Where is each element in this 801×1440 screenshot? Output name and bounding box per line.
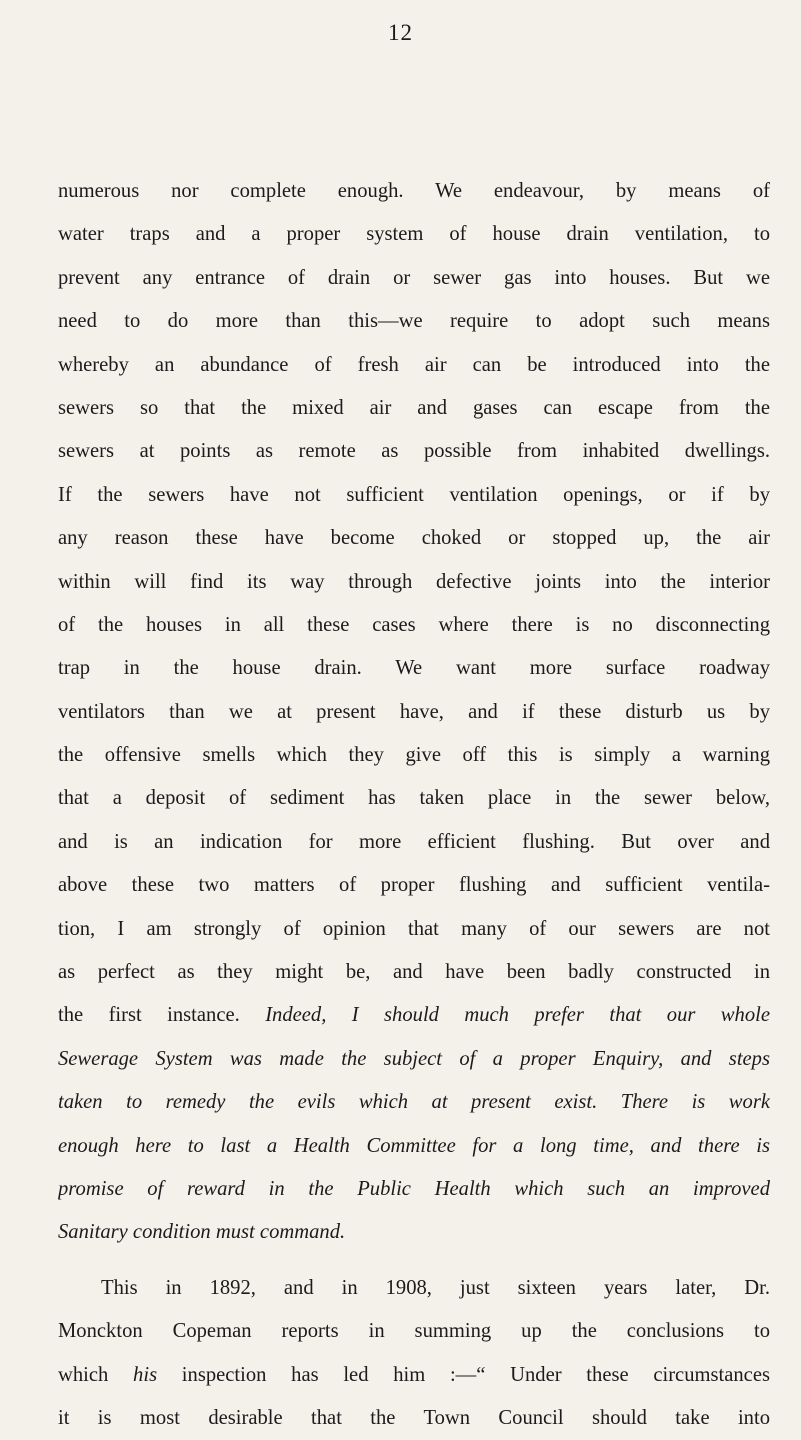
text-line: sewers so that the mixed air and gases can escape from the (58, 396, 770, 419)
italic-line (58, 1038, 770, 1081)
text-line: within will find its way through defective joints into the interior (58, 570, 770, 593)
text-line: Monckton Copeman reports in summing up the conclusions to (58, 1320, 770, 1343)
paragraph-gap (58, 1255, 770, 1267)
page-number: 12 (388, 20, 413, 45)
italic-line (58, 1211, 770, 1254)
italic-line (58, 1125, 770, 1168)
roman-text: which (58, 1363, 134, 1386)
text-line: whereby an abundance of fresh air can be introduced into the (58, 353, 770, 376)
text-line: water traps and a proper system of house drain ventilation, to (58, 223, 770, 246)
text-line: If the sewers have not sufficient ventilation openings, or if by (58, 483, 770, 506)
text-line-mixed (58, 1354, 770, 1397)
italic-text: taken to remedy the evils which at present exist. There is work (58, 1091, 770, 1114)
text-line: as perfect as they might be, and have been badly constructed in (58, 961, 770, 984)
body-text (58, 170, 770, 1440)
italic-text: enough here to last a Health Committee for a long time, and there is (58, 1134, 770, 1157)
text-line: numerous nor complete enough. We endeavour, by means of (58, 180, 770, 202)
roman-text: the first instance. (58, 1004, 266, 1027)
text-line: any reason these have become choked or stopped up, the air (58, 527, 770, 550)
text-line: ventilators than we at present have, and if these disturb us by (58, 700, 770, 723)
text-line: it is most desirable that the Town Council should take into (58, 1406, 770, 1429)
text-line: This in 1892, and in 1908, just sixteen years later, Dr. (101, 1276, 770, 1299)
italic-text: his (133, 1363, 158, 1386)
italic-text: promise of reward in the Public Health which such an improved (58, 1177, 770, 1200)
text-line: trap in the house drain. We want more surface roadway (58, 657, 770, 680)
text-line: prevent any entrance of drain or sewer gas into houses. But we (58, 266, 770, 289)
italic-line (58, 1081, 770, 1124)
text-line: above these two matters of proper flushing and sufficient ventila- (58, 874, 770, 897)
text-line: of the houses in all these cases where there is no disconnecting (58, 613, 770, 636)
italic-text: Sanitary condition must command. (58, 1221, 346, 1244)
text-line: that a deposit of sediment has taken place in the sewer below, (58, 787, 770, 810)
italic-line (58, 1168, 770, 1211)
text-line: tion, I am strongly of opinion that many of our sewers are not (58, 917, 770, 940)
text-line: sewers at points as remote as possible from inhabited dwellings. (58, 440, 770, 463)
text-line: the offensive smells which they give off this is simply a warning (58, 744, 770, 767)
italic-text: Indeed, I should much prefer that our whole (265, 1004, 770, 1027)
text-line: need to do more than this—we require to adopt such means (58, 310, 770, 333)
italic-text: Sewerage System was made the subject of a proper Enquiry, and steps (58, 1047, 770, 1070)
text-line-mixed (58, 994, 770, 1037)
roman-text: inspection has led him :—“ Under these circumstances (157, 1363, 770, 1386)
text-line: and is an indication for more efficient flushing. But over and (58, 830, 770, 853)
